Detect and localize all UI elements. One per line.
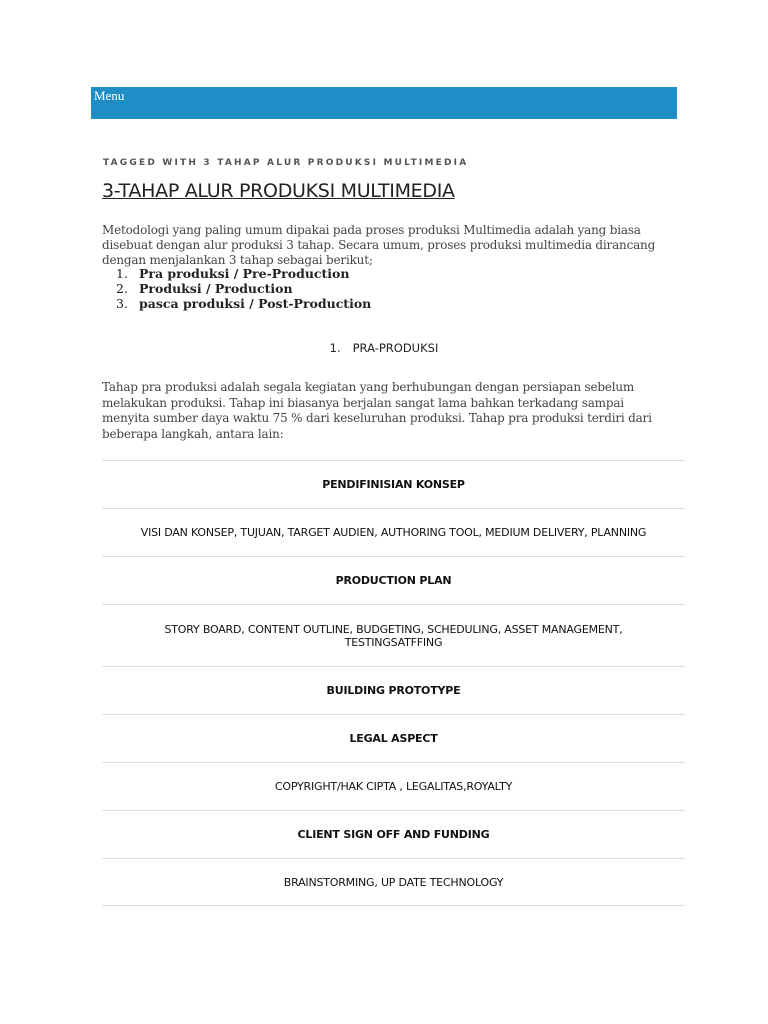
page-title[interactable]: 3-TAHAP ALUR PRODUKSI MULTIMEDIA — [102, 180, 455, 202]
list-number: 1. — [116, 266, 128, 281]
section-label: PRA-PRODUKSI — [352, 341, 439, 355]
pra-produksi-paragraph: Tahap pra produksi adalah segala kegiatan yang berhubungan dengan persiapan sebelum melakukan produksi. Tahap ini biasanya berjalan sangat lama bahkan terkadang sampai menyita sumber daya waktu 75 % dari keseluruhan produksi. Tahap pra produksi terdiri dari beberapa langkah, antara lain: — [102, 380, 652, 441]
list-item-label: Pra produksi / Pre-Production — [139, 266, 350, 281]
table-row: COPYRIGHT/HAK CIPTA , LEGALITAS,ROYALTY — [102, 762, 685, 810]
table-row: BRAINSTORMING, UP DATE TECHNOLOGY — [102, 858, 685, 906]
table-row: CLIENT SIGN OFF AND FUNDING — [102, 810, 685, 858]
section-heading — [0, 341, 768, 355]
tagged-heading: TAGGED WITH 3 TAHAP ALUR PRODUKSI MULTIMEDIA — [103, 158, 469, 168]
table-row: PENDIFINISIAN KONSEP — [102, 460, 685, 508]
list-item-label: Produksi / Production — [139, 281, 293, 296]
list-number: 2. — [116, 281, 128, 296]
table-row: VISI DAN KONSEP, TUJUAN, TARGET AUDIEN, AUTHORING TOOL, MEDIUM DELIVERY, PLANNING — [102, 508, 685, 556]
list-item — [116, 266, 371, 281]
list-number: 3. — [116, 296, 128, 311]
list-item-label: pasca produksi / Post-Production — [139, 296, 372, 311]
stage-list — [116, 266, 371, 311]
intro-paragraph: Metodologi yang paling umum dipakai pada proses produksi Multimedia adalah yang biasa disebuat dengan alur produksi 3 tahap. Secara umum, proses produksi multimedia dirancang dengan menjalankan 3 tahap sebagai berikut; — [102, 223, 656, 267]
steps-table — [102, 460, 685, 906]
menu-bar[interactable] — [91, 87, 677, 119]
table-row: BUILDING PROTOTYPE — [102, 666, 685, 714]
table-row: STORY BOARD, CONTENT OUTLINE, BUDGETING, SCHEDULING, ASSET MANAGEMENT, TESTINGSATFFING — [102, 604, 685, 666]
table-row: LEGAL ASPECT — [102, 714, 685, 762]
section-number: 1. — [329, 341, 341, 355]
list-item — [116, 281, 371, 296]
list-item — [116, 296, 371, 311]
table-row: PRODUCTION PLAN — [102, 556, 685, 604]
menu-label[interactable]: Menu — [94, 88, 125, 103]
